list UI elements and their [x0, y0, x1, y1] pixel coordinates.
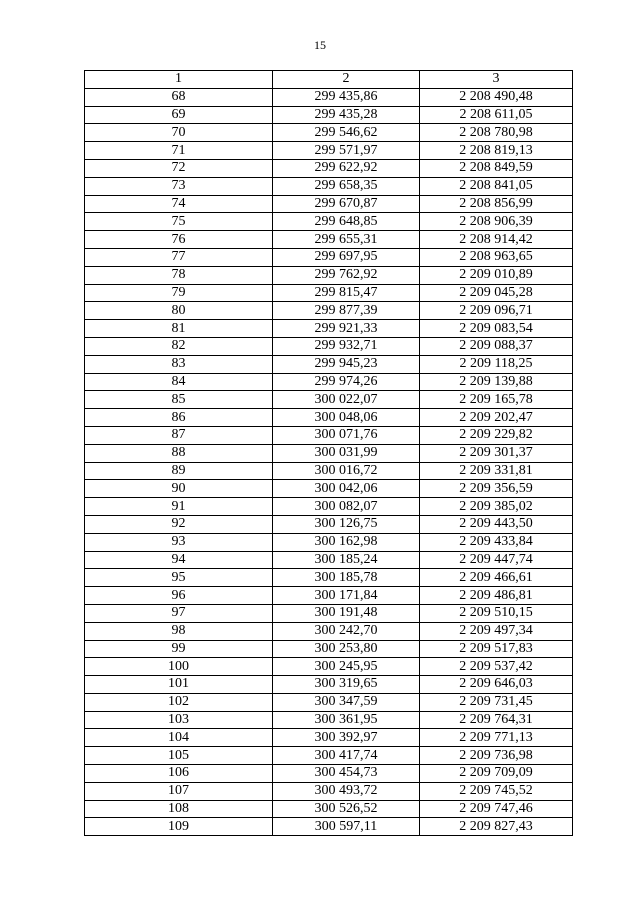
x-coordinate-cell: 299 697,95	[273, 248, 420, 266]
point-number-cell: 88	[85, 444, 273, 462]
x-coordinate-cell: 299 974,26	[273, 373, 420, 391]
table-row	[85, 498, 573, 516]
point-number-cell: 83	[85, 355, 273, 373]
table-row	[85, 426, 573, 444]
y-coordinate-cell: 2 209 331,81	[420, 462, 573, 480]
x-coordinate-cell: 299 921,33	[273, 320, 420, 338]
point-number-cell: 92	[85, 515, 273, 533]
x-coordinate-cell: 300 526,52	[273, 800, 420, 818]
table-body	[85, 71, 573, 836]
y-coordinate-cell: 2 209 447,74	[420, 551, 573, 569]
table-row	[85, 569, 573, 587]
x-coordinate-cell: 299 932,71	[273, 337, 420, 355]
y-coordinate-cell: 2 208 914,42	[420, 231, 573, 249]
y-coordinate-cell: 2 209 827,43	[420, 818, 573, 836]
table-row	[85, 800, 573, 818]
point-number-cell: 81	[85, 320, 273, 338]
x-coordinate-cell: 300 016,72	[273, 462, 420, 480]
x-coordinate-cell: 299 435,86	[273, 88, 420, 106]
y-coordinate-cell: 2 208 841,05	[420, 177, 573, 195]
point-number-cell: 78	[85, 266, 273, 284]
y-coordinate-cell: 2 209 517,83	[420, 640, 573, 658]
point-number-cell: 79	[85, 284, 273, 302]
x-coordinate-cell: 300 597,11	[273, 818, 420, 836]
point-number-cell: 105	[85, 747, 273, 765]
y-coordinate-cell: 2 209 356,59	[420, 480, 573, 498]
table-row	[85, 640, 573, 658]
x-coordinate-cell: 299 648,85	[273, 213, 420, 231]
point-number-cell: 95	[85, 569, 273, 587]
y-coordinate-cell: 2 209 709,09	[420, 765, 573, 783]
table-row	[85, 693, 573, 711]
table-row	[85, 782, 573, 800]
y-coordinate-cell: 2 209 202,47	[420, 409, 573, 427]
table-row	[85, 765, 573, 783]
x-coordinate-cell: 299 670,87	[273, 195, 420, 213]
point-number-cell: 86	[85, 409, 273, 427]
point-number-cell: 73	[85, 177, 273, 195]
y-coordinate-cell: 2 209 088,37	[420, 337, 573, 355]
point-number-cell: 76	[85, 231, 273, 249]
table-row	[85, 444, 573, 462]
x-coordinate-cell: 299 435,28	[273, 106, 420, 124]
column-header-1: 1	[85, 71, 273, 89]
x-coordinate-cell: 300 185,24	[273, 551, 420, 569]
y-coordinate-cell: 2 209 118,25	[420, 355, 573, 373]
y-coordinate-cell: 2 208 780,98	[420, 124, 573, 142]
x-coordinate-cell: 300 191,48	[273, 604, 420, 622]
y-coordinate-cell: 2 209 385,02	[420, 498, 573, 516]
column-header-3: 3	[420, 71, 573, 89]
point-number-cell: 74	[85, 195, 273, 213]
table-row	[85, 551, 573, 569]
x-coordinate-cell: 300 126,75	[273, 515, 420, 533]
table-row	[85, 284, 573, 302]
column-header-2: 2	[273, 71, 420, 89]
x-coordinate-cell: 300 417,74	[273, 747, 420, 765]
table-row	[85, 177, 573, 195]
table-row	[85, 266, 573, 284]
x-coordinate-cell: 300 185,78	[273, 569, 420, 587]
point-number-cell: 100	[85, 658, 273, 676]
table-row	[85, 337, 573, 355]
y-coordinate-cell: 2 209 010,89	[420, 266, 573, 284]
x-coordinate-cell: 299 655,31	[273, 231, 420, 249]
x-coordinate-cell: 300 171,84	[273, 587, 420, 605]
point-number-cell: 107	[85, 782, 273, 800]
x-coordinate-cell: 300 392,97	[273, 729, 420, 747]
y-coordinate-cell: 2 209 731,45	[420, 693, 573, 711]
x-coordinate-cell: 299 945,23	[273, 355, 420, 373]
table-row	[85, 320, 573, 338]
page-number: 15	[314, 38, 326, 52]
table-row	[85, 658, 573, 676]
y-coordinate-cell: 2 209 646,03	[420, 676, 573, 694]
x-coordinate-cell: 299 877,39	[273, 302, 420, 320]
y-coordinate-cell: 2 209 229,82	[420, 426, 573, 444]
point-number-cell: 97	[85, 604, 273, 622]
y-coordinate-cell: 2 209 764,31	[420, 711, 573, 729]
y-coordinate-cell: 2 209 747,46	[420, 800, 573, 818]
y-coordinate-cell: 2 208 611,05	[420, 106, 573, 124]
point-number-cell: 85	[85, 391, 273, 409]
table-row	[85, 587, 573, 605]
x-coordinate-cell: 300 022,07	[273, 391, 420, 409]
y-coordinate-cell: 2 209 736,98	[420, 747, 573, 765]
table-row	[85, 106, 573, 124]
table-row	[85, 213, 573, 231]
y-coordinate-cell: 2 209 165,78	[420, 391, 573, 409]
table-row	[85, 622, 573, 640]
point-number-cell: 96	[85, 587, 273, 605]
point-number-cell: 75	[85, 213, 273, 231]
x-coordinate-cell: 300 071,76	[273, 426, 420, 444]
table-row	[85, 124, 573, 142]
y-coordinate-cell: 2 208 849,59	[420, 159, 573, 177]
table-row	[85, 159, 573, 177]
point-number-cell: 93	[85, 533, 273, 551]
y-coordinate-cell: 2 209 537,42	[420, 658, 573, 676]
x-coordinate-cell: 300 245,95	[273, 658, 420, 676]
x-coordinate-cell: 300 031,99	[273, 444, 420, 462]
table-row	[85, 409, 573, 427]
point-number-cell: 70	[85, 124, 273, 142]
table-row	[85, 195, 573, 213]
point-number-cell: 102	[85, 693, 273, 711]
point-number-cell: 99	[85, 640, 273, 658]
x-coordinate-cell: 300 042,06	[273, 480, 420, 498]
point-number-cell: 101	[85, 676, 273, 694]
x-coordinate-cell: 300 253,80	[273, 640, 420, 658]
table-row	[85, 711, 573, 729]
y-coordinate-cell: 2 208 819,13	[420, 142, 573, 160]
y-coordinate-cell: 2 209 096,71	[420, 302, 573, 320]
y-coordinate-cell: 2 209 045,28	[420, 284, 573, 302]
point-number-cell: 108	[85, 800, 273, 818]
table-row	[85, 355, 573, 373]
y-coordinate-cell: 2 209 433,84	[420, 533, 573, 551]
table-row	[85, 533, 573, 551]
coordinates-table	[84, 70, 573, 836]
y-coordinate-cell: 2 208 856,99	[420, 195, 573, 213]
y-coordinate-cell: 2 208 906,39	[420, 213, 573, 231]
table-row	[85, 391, 573, 409]
point-number-cell: 109	[85, 818, 273, 836]
point-number-cell: 84	[85, 373, 273, 391]
point-number-cell: 98	[85, 622, 273, 640]
point-number-cell: 106	[85, 765, 273, 783]
table-row	[85, 604, 573, 622]
table-row	[85, 818, 573, 836]
point-number-cell: 91	[85, 498, 273, 516]
x-coordinate-cell: 300 361,95	[273, 711, 420, 729]
y-coordinate-cell: 2 209 771,13	[420, 729, 573, 747]
y-coordinate-cell: 2 209 083,54	[420, 320, 573, 338]
point-number-cell: 82	[85, 337, 273, 355]
x-coordinate-cell: 300 319,65	[273, 676, 420, 694]
point-number-cell: 103	[85, 711, 273, 729]
y-coordinate-cell: 2 209 745,52	[420, 782, 573, 800]
point-number-cell: 89	[85, 462, 273, 480]
x-coordinate-cell: 300 454,73	[273, 765, 420, 783]
table-row	[85, 729, 573, 747]
table-row	[85, 676, 573, 694]
table-row	[85, 462, 573, 480]
point-number-cell: 71	[85, 142, 273, 160]
y-coordinate-cell: 2 209 466,61	[420, 569, 573, 587]
table-row	[85, 231, 573, 249]
table-row	[85, 373, 573, 391]
table-row	[85, 515, 573, 533]
point-number-cell: 87	[85, 426, 273, 444]
x-coordinate-cell: 300 347,59	[273, 693, 420, 711]
x-coordinate-cell: 299 762,92	[273, 266, 420, 284]
point-number-cell: 77	[85, 248, 273, 266]
y-coordinate-cell: 2 209 139,88	[420, 373, 573, 391]
table-row	[85, 142, 573, 160]
x-coordinate-cell: 299 546,62	[273, 124, 420, 142]
table-row	[85, 480, 573, 498]
table-row	[85, 88, 573, 106]
x-coordinate-cell: 300 048,06	[273, 409, 420, 427]
x-coordinate-cell: 299 815,47	[273, 284, 420, 302]
table-row	[85, 747, 573, 765]
y-coordinate-cell: 2 208 963,65	[420, 248, 573, 266]
x-coordinate-cell: 299 571,97	[273, 142, 420, 160]
point-number-cell: 69	[85, 106, 273, 124]
x-coordinate-cell: 300 493,72	[273, 782, 420, 800]
table-header-row	[85, 71, 573, 89]
point-number-cell: 104	[85, 729, 273, 747]
point-number-cell: 94	[85, 551, 273, 569]
x-coordinate-cell: 299 658,35	[273, 177, 420, 195]
point-number-cell: 72	[85, 159, 273, 177]
y-coordinate-cell: 2 209 301,37	[420, 444, 573, 462]
table-row	[85, 248, 573, 266]
y-coordinate-cell: 2 209 510,15	[420, 604, 573, 622]
y-coordinate-cell: 2 209 497,34	[420, 622, 573, 640]
y-coordinate-cell: 2 208 490,48	[420, 88, 573, 106]
point-number-cell: 80	[85, 302, 273, 320]
table-row	[85, 302, 573, 320]
y-coordinate-cell: 2 209 486,81	[420, 587, 573, 605]
point-number-cell: 68	[85, 88, 273, 106]
y-coordinate-cell: 2 209 443,50	[420, 515, 573, 533]
x-coordinate-cell: 300 162,98	[273, 533, 420, 551]
x-coordinate-cell: 299 622,92	[273, 159, 420, 177]
x-coordinate-cell: 300 082,07	[273, 498, 420, 516]
point-number-cell: 90	[85, 480, 273, 498]
x-coordinate-cell: 300 242,70	[273, 622, 420, 640]
